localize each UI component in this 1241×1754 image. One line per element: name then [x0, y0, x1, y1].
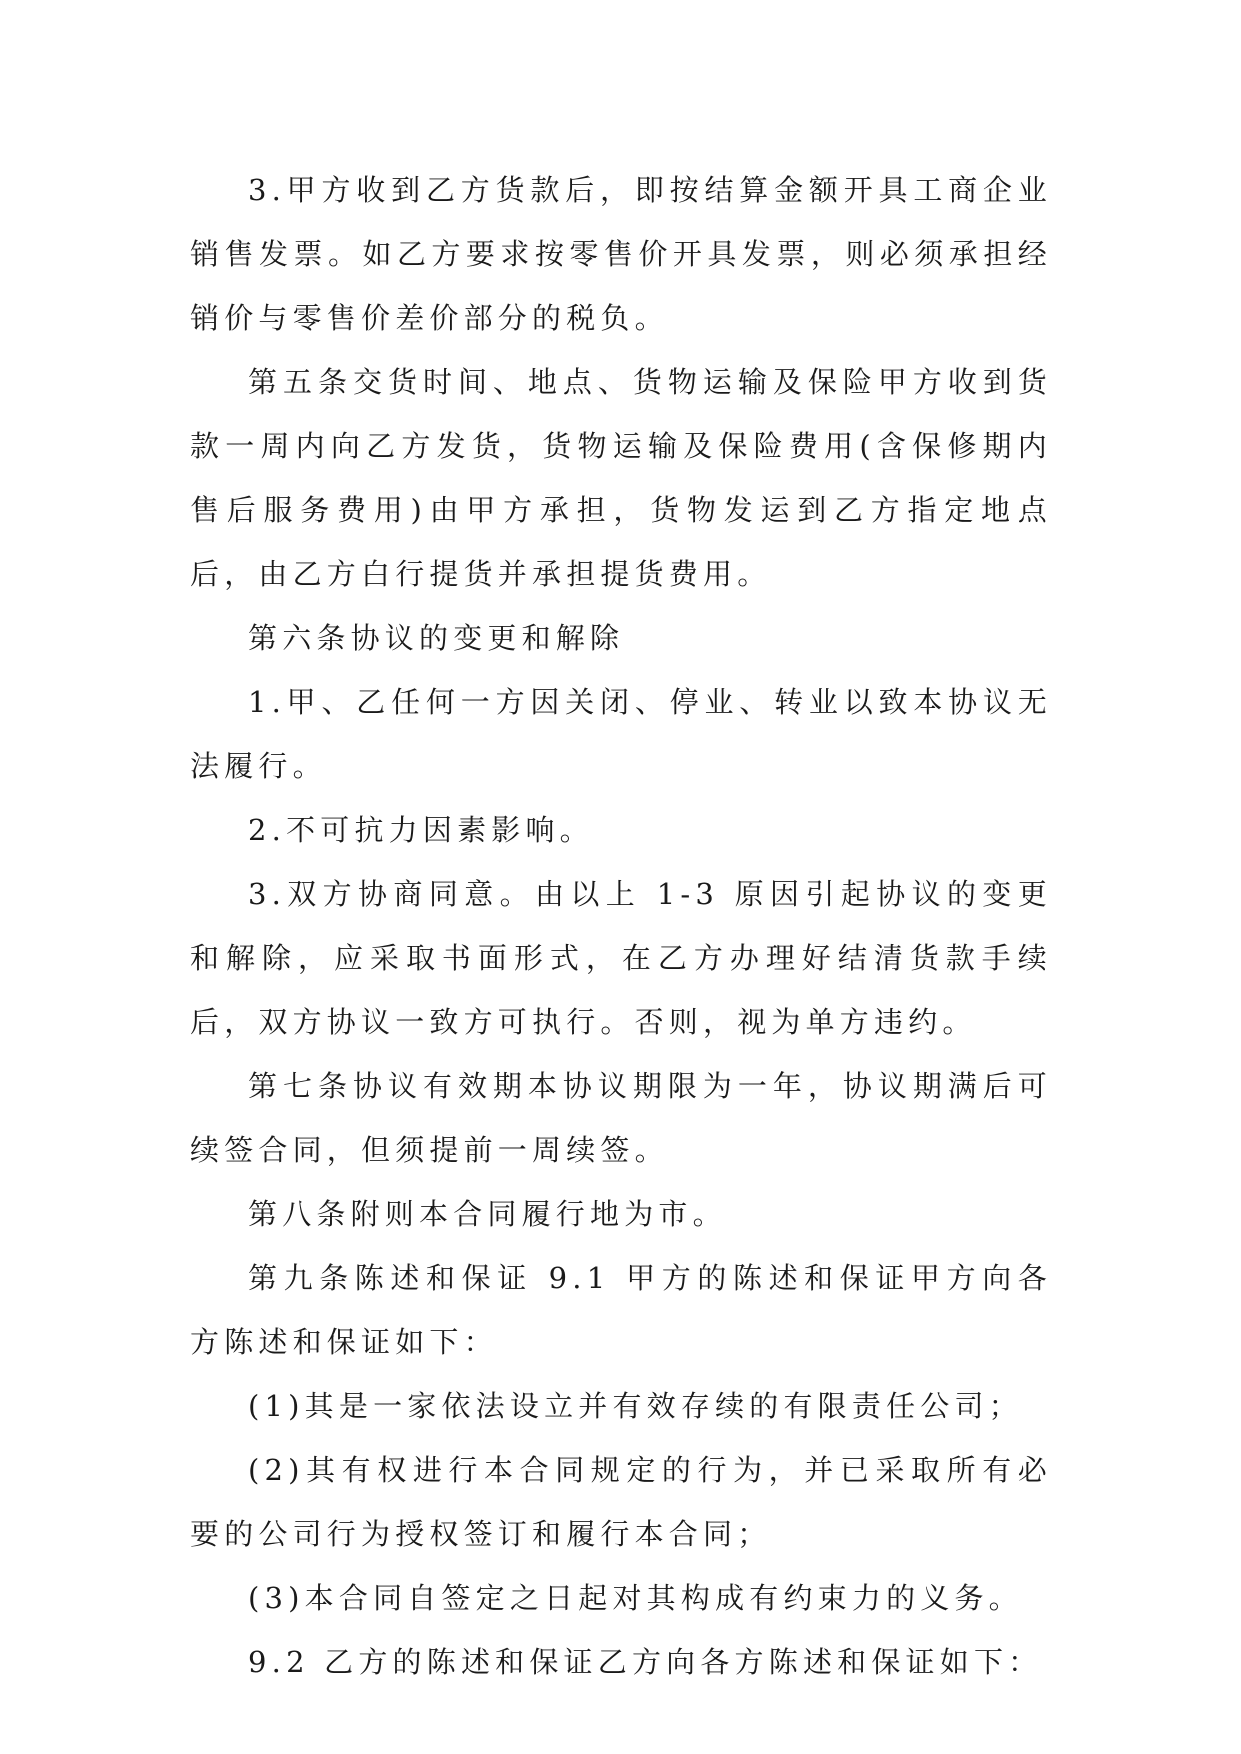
paragraph-representation-1: (1)其是一家依法设立并有效存续的有限责任公司； [248, 1389, 1023, 1423]
paragraph-article-6-heading: 第六条协议的变更和解除 [248, 621, 625, 655]
paragraph-article-9-representations: 第九条陈述和保证 9.1 甲方的陈述和保证甲方向各方陈述和保证如下： [190, 1261, 1052, 1359]
paragraph-article-5-delivery: 第五条交货时间、地点、货物运输及保险甲方收到货款一周内向乙方发货，货物运输及保险费用(含保修期内售后服务费用)由甲方承担，货物发运到乙方指定地点后，由乙方白行提货并承担提货费用。 [190, 365, 1052, 591]
paragraph-representation-3: (3)本合同自签定之日起对其构成有约束力的义务。 [248, 1581, 1023, 1615]
paragraph-article-6-item-2: 2.不可抗力因素影响。 [248, 813, 594, 847]
paragraph-article-6-item-3: 3.双方协商同意。由以上 1-3 原因引起协议的变更和解除，应采取书面形式，在乙方办理好结清货款手续后，双方协议一致方可执行。否则，视为单方违约。 [190, 877, 1052, 1039]
paragraph-article-7-term: 第七条协议有效期本协议期限为一年，协议期满后可续签合同，但须提前一周续签。 [190, 1069, 1052, 1167]
paragraph-party-b-representations: 9.2 乙方的陈述和保证乙方向各方陈述和保证如下： [248, 1645, 1043, 1679]
document-body [190, 158, 1052, 1694]
paragraph-article-8-supplementary: 第八条附则本合同履行地为市。 [248, 1197, 727, 1231]
paragraph-invoice: 3.甲方收到乙方货款后，即按结算金额开具工商企业销售发票。如乙方要求按零售价开具发票，则必须承担经销价与零售价差价部分的税负。 [190, 173, 1052, 335]
paragraph-article-6-item-1: 1.甲、乙任何一方因关闭、停业、转业以致本协议无法履行。 [190, 685, 1052, 783]
paragraph-representation-2: (2)其有权进行本合同规定的行为，并已采取所有必要的公司行为授权签订和履行本合同； [190, 1453, 1052, 1551]
